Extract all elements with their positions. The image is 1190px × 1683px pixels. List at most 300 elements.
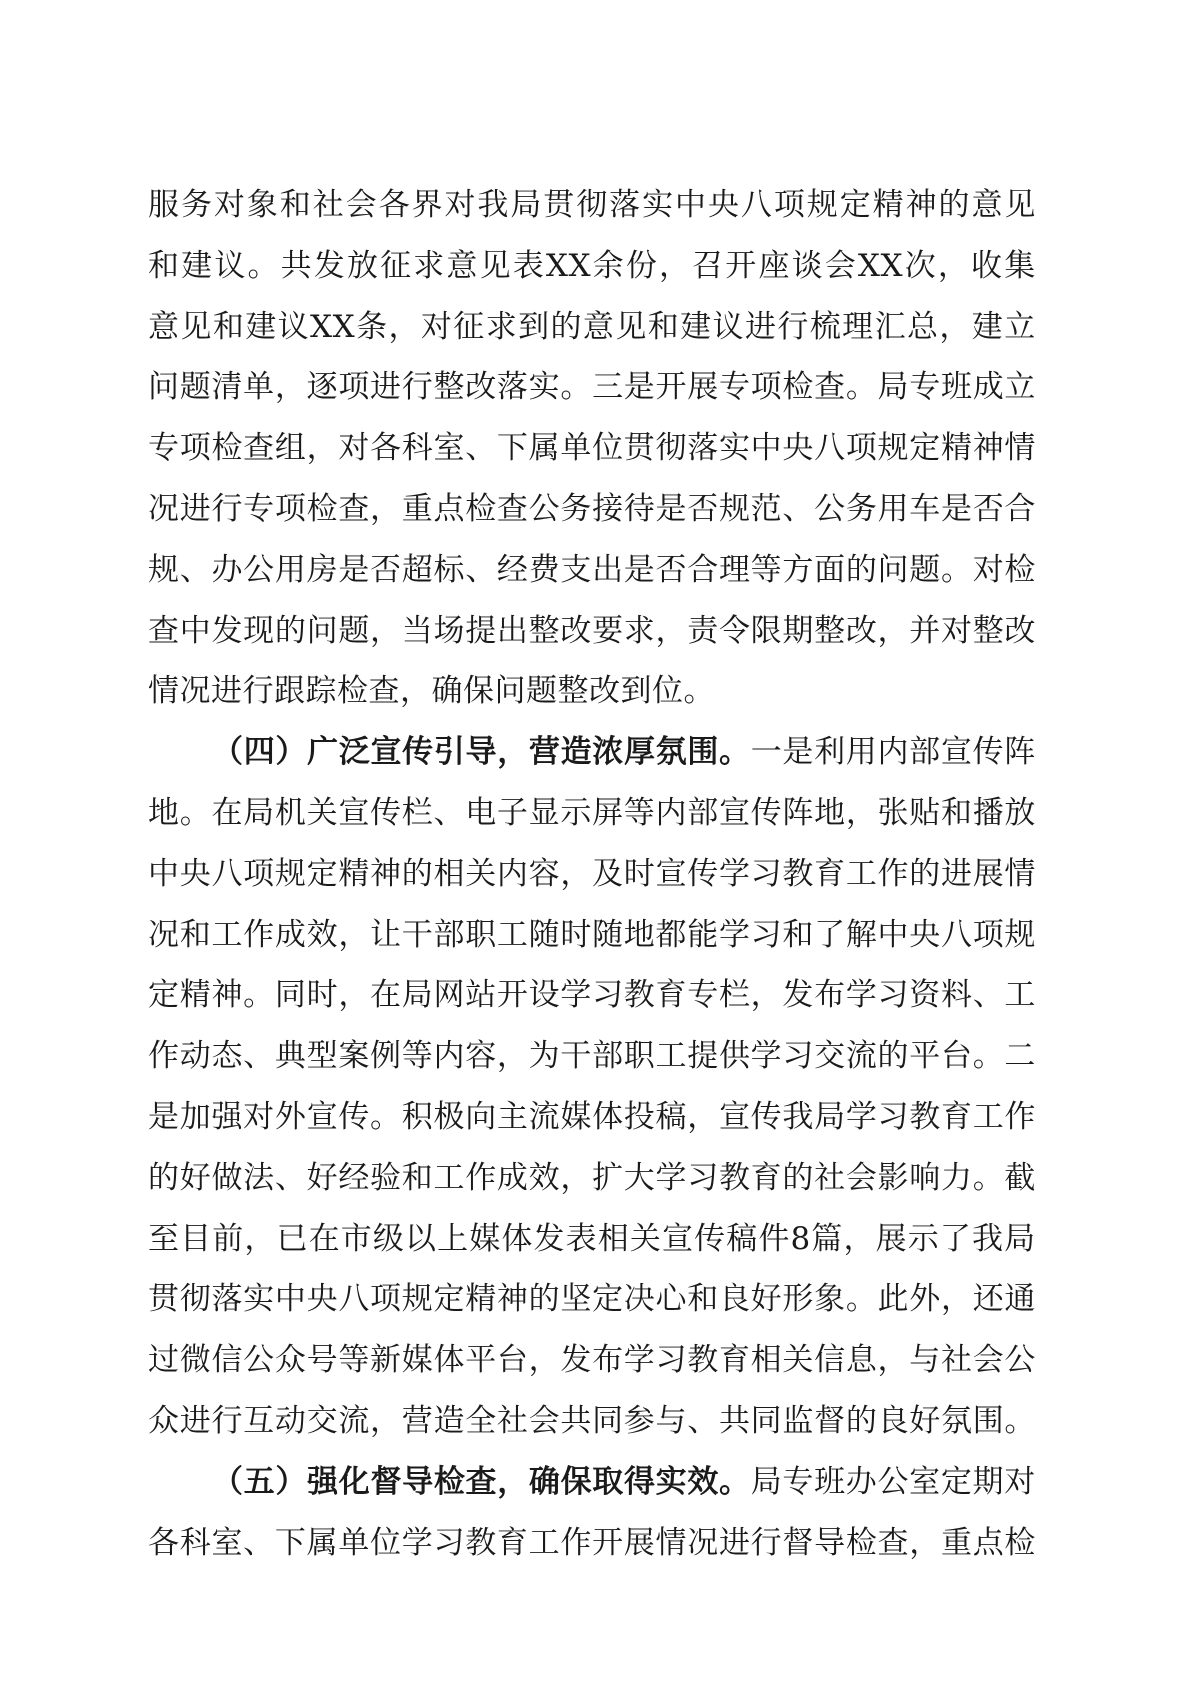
text-char: 场 — [433, 612, 465, 649]
text-char: 落 — [496, 369, 529, 406]
text-char: 宣 — [306, 1098, 339, 1135]
text-char: 问 — [494, 673, 526, 710]
section-heading-char: （ — [212, 734, 244, 771]
text-char: 等 — [623, 794, 656, 831]
text-char: 单 — [338, 1524, 370, 1561]
text-char: 、 — [782, 490, 814, 527]
text-char: 育 — [750, 1159, 783, 1196]
text-char: 查 — [243, 430, 275, 467]
text-char: 局 — [814, 1098, 846, 1135]
text-char: 前 — [212, 1220, 244, 1257]
text-char: 、 — [274, 1159, 307, 1196]
text-char: 改 — [465, 369, 497, 406]
text-char: 围 — [972, 1402, 1005, 1439]
text-char: 级 — [372, 1220, 405, 1257]
text-char: 法 — [243, 1159, 275, 1196]
text-char: 工 — [496, 916, 529, 953]
text-char: 实 — [642, 187, 674, 223]
text-char: 学 — [750, 1038, 783, 1075]
text-line — [148, 1026, 1036, 1087]
text-char: 和 — [279, 187, 312, 223]
text-char: 微 — [179, 1342, 212, 1379]
text-char: 问 — [306, 612, 339, 649]
section-heading-char: 引 — [433, 734, 466, 771]
text-char: 室 — [909, 1463, 941, 1500]
text-char: 播 — [972, 794, 1005, 831]
text-char: 理 — [718, 551, 751, 588]
text-char: 中 — [675, 187, 707, 223]
text-char: 参 — [623, 1402, 656, 1439]
text-char: 精 — [940, 430, 973, 467]
text-char: 工 — [433, 1159, 465, 1196]
text-char: 专 — [718, 369, 751, 406]
text-char: 开 — [725, 247, 757, 284]
text-char: ， — [687, 1098, 719, 1135]
text-char: ， — [658, 247, 691, 284]
text-char: 已 — [276, 1220, 308, 1257]
text-char: 见 — [1004, 187, 1036, 223]
text-char: ， — [655, 612, 687, 649]
text-char: 台 — [940, 1038, 973, 1075]
text-char: 条 — [356, 308, 388, 345]
text-char: 保 — [463, 673, 495, 710]
text-char: 阵 — [782, 794, 814, 831]
text-char: 等 — [401, 1038, 434, 1075]
section-heading-char: 。 — [719, 1463, 751, 1500]
text-char: 点 — [433, 490, 465, 527]
text-char: 的 — [528, 1281, 561, 1318]
text-char: 进 — [718, 1524, 751, 1561]
text-line — [148, 783, 1036, 844]
text-char: 查 — [814, 369, 846, 406]
text-char: 接 — [592, 490, 624, 527]
text-char: 成 — [972, 369, 1005, 406]
text-char: 和 — [179, 916, 212, 953]
text-char: 问 — [148, 369, 180, 406]
text-char: 以 — [405, 1220, 437, 1257]
text-char: ， — [400, 673, 432, 710]
text-char: 况 — [179, 673, 211, 710]
text-char: 合 — [687, 551, 719, 588]
text-char: 关 — [629, 1220, 662, 1257]
text-line — [148, 905, 1036, 966]
text-char: 社 — [814, 1159, 846, 1196]
text-char: 众 — [274, 1342, 307, 1379]
text-char: 学 — [655, 1159, 687, 1196]
text-char: 信 — [211, 1342, 243, 1379]
text-char: 干 — [401, 916, 434, 953]
text-char: 项 — [243, 855, 275, 892]
text-char: 发 — [782, 977, 814, 1014]
text-char: 会 — [528, 1402, 561, 1439]
section-heading-char: 浓 — [592, 734, 624, 771]
text-char: 是 — [655, 490, 687, 527]
text-char: 表 — [512, 247, 545, 284]
text-char: 收 — [971, 247, 1003, 284]
text-char: 贯 — [543, 187, 575, 223]
text-char: 阵 — [1004, 734, 1036, 771]
text-char: 当 — [401, 612, 434, 649]
text-char: 关 — [306, 794, 339, 831]
text-char: 是 — [623, 551, 656, 588]
text-char: ， — [306, 430, 339, 467]
text-line — [148, 661, 1036, 722]
text-char: 时 — [306, 977, 339, 1014]
text-char: 各 — [148, 1524, 180, 1561]
text-char: 规 — [274, 855, 307, 892]
text-char: 息 — [845, 1342, 878, 1379]
text-char: 的 — [782, 1159, 814, 1196]
text-char: 放 — [1004, 794, 1036, 831]
text-char: 要 — [592, 612, 624, 649]
text-char: 专 — [148, 430, 180, 467]
section-heading-char: 强 — [307, 1463, 339, 1500]
text-char: 和 — [401, 1159, 434, 1196]
text-char: 对 — [1004, 1463, 1036, 1500]
text-char: 传 — [972, 734, 1004, 771]
text-char: ， — [370, 612, 402, 649]
text-char: 强 — [211, 1098, 243, 1135]
text-char: 八 — [338, 1281, 370, 1318]
text-char: 规 — [806, 187, 839, 223]
text-char: 的 — [909, 855, 941, 892]
text-char: 务 — [845, 490, 878, 527]
text-char: 是 — [940, 490, 973, 527]
text-char: 新 — [370, 1342, 402, 1379]
text-char: 良 — [877, 1402, 910, 1439]
text-char: 一 — [750, 734, 783, 771]
text-char: XX — [545, 247, 592, 284]
text-char: 行 — [211, 1402, 243, 1439]
text-char: 的 — [401, 855, 434, 892]
text-char: 好 — [750, 1281, 783, 1318]
text-char: 改 — [560, 612, 592, 649]
text-char: 信 — [814, 1342, 846, 1379]
text-char: 办 — [211, 551, 243, 588]
section-heading-char: 造 — [560, 734, 593, 771]
section-heading-char: 宣 — [370, 734, 402, 771]
text-char: 同 — [750, 1402, 783, 1439]
text-char: 是 — [782, 734, 814, 771]
text-char: 整 — [528, 612, 561, 649]
text-char: 的 — [877, 1038, 910, 1075]
text-char: 方 — [782, 551, 814, 588]
text-char: 动 — [179, 1038, 212, 1075]
text-char: 习 — [877, 977, 910, 1014]
text-char: 部 — [592, 1038, 624, 1075]
text-char: 布 — [814, 977, 846, 1014]
text-char: 会 — [972, 1342, 1005, 1379]
text-char: 各 — [370, 430, 402, 467]
text-char: 和 — [940, 794, 973, 831]
text-char: 份 — [625, 247, 658, 284]
text-char: 主 — [496, 1098, 529, 1135]
text-char: 决 — [623, 1281, 656, 1318]
text-char: 会 — [824, 247, 857, 284]
text-char: 社 — [496, 1402, 529, 1439]
text-char: 和 — [148, 247, 180, 284]
text-char: 范 — [750, 490, 783, 527]
text-char: 习 — [592, 977, 624, 1014]
text-char: 定 — [433, 1281, 465, 1318]
text-char: 向 — [465, 1098, 497, 1135]
text-char: 检 — [306, 490, 339, 527]
text-char: 教 — [623, 977, 656, 1014]
text-char: 传 — [370, 794, 402, 831]
text-char: 期 — [782, 612, 814, 649]
text-char: 定 — [148, 977, 180, 1014]
text-char: 关 — [782, 1342, 814, 1379]
text-char: ， — [845, 794, 878, 831]
text-char: 督 — [782, 1524, 814, 1561]
text-char: 专 — [909, 369, 941, 406]
text-char: 教 — [718, 1159, 751, 1196]
text-char: 对 — [243, 1098, 275, 1135]
text-char: 八 — [940, 916, 973, 953]
text-line — [148, 1513, 1036, 1574]
text-char: 通 — [1004, 1281, 1036, 1318]
text-char: ， — [370, 1402, 402, 1439]
text-char: 的 — [274, 612, 307, 649]
text-char: 下 — [496, 430, 529, 467]
text-char: 截 — [1004, 1159, 1036, 1196]
text-char: 谈 — [791, 247, 824, 284]
text-char: 供 — [718, 1038, 751, 1075]
text-char: 。 — [243, 977, 275, 1014]
text-char: 神 — [972, 430, 1005, 467]
text-char: 过 — [148, 1342, 180, 1379]
text-char: 资 — [909, 977, 941, 1014]
text-char: 待 — [623, 490, 656, 527]
text-char: 房 — [306, 551, 339, 588]
text-char: 极 — [433, 1098, 465, 1135]
text-char: 让 — [370, 916, 402, 953]
text-char: 例 — [370, 1038, 402, 1075]
text-char: 传 — [687, 855, 719, 892]
text-char: ， — [750, 977, 783, 1014]
text-char: 项 — [845, 430, 878, 467]
section-heading-char: 确 — [528, 1463, 561, 1500]
text-char: 。 — [845, 369, 878, 406]
text-char: 。 — [972, 1159, 1005, 1196]
section-heading-char: 。 — [719, 734, 751, 771]
section-heading-char: 营 — [528, 734, 561, 771]
text-char: 习 — [782, 1038, 814, 1075]
text-char: 见 — [615, 308, 647, 345]
text-char: 理 — [842, 308, 874, 345]
text-char: 等 — [750, 551, 783, 588]
section-heading-char: 检 — [433, 1463, 466, 1500]
text-char: 我 — [782, 1098, 814, 1135]
text-char: 教 — [465, 1524, 497, 1561]
text-char: 会 — [345, 187, 378, 223]
text-char: 地 — [623, 916, 656, 953]
text-char: 媒 — [560, 1098, 592, 1135]
text-char: 的 — [550, 308, 583, 345]
text-char: 位 — [652, 673, 684, 710]
section-heading-char: 督 — [370, 1463, 402, 1500]
text-line — [148, 1330, 1036, 1391]
text-char: 内 — [496, 855, 529, 892]
text-char: 况 — [148, 916, 180, 953]
text-char: 响 — [909, 1159, 941, 1196]
text-char: 对 — [213, 187, 246, 223]
text-char: 办 — [845, 1463, 878, 1500]
text-char: 进 — [370, 369, 402, 406]
text-char: 费 — [528, 551, 561, 588]
text-char: 示 — [560, 794, 592, 831]
text-char: 效 — [306, 916, 339, 953]
text-char: 问 — [877, 551, 910, 588]
text-char: 求 — [623, 612, 656, 649]
text-char: 力 — [940, 1159, 973, 1196]
text-char: 行 — [242, 673, 274, 710]
text-char: 学 — [845, 1098, 878, 1135]
text-char: 象 — [814, 1281, 846, 1318]
text-char: 央 — [306, 1281, 339, 1318]
text-char: 局 — [401, 977, 434, 1014]
text-char: 设 — [528, 977, 561, 1014]
text-char: 改 — [845, 612, 878, 649]
text-char: 习 — [750, 855, 783, 892]
section-heading-char: 传 — [402, 734, 434, 771]
text-char: 议 — [277, 308, 310, 345]
text-char: 开 — [655, 369, 687, 406]
text-char: 情 — [148, 673, 180, 710]
text-char: 我 — [477, 187, 509, 223]
text-char: 屏 — [592, 794, 624, 831]
text-char: 央 — [909, 916, 941, 953]
text-char: 班 — [940, 369, 973, 406]
text-char: 为 — [528, 1038, 561, 1075]
text-char: 实 — [718, 430, 751, 467]
text-char: 彻 — [179, 1281, 212, 1318]
text-char: 示 — [907, 1220, 940, 1257]
text-char: 动 — [274, 1402, 307, 1439]
text-char: 案 — [338, 1038, 370, 1075]
text-char: 进 — [179, 490, 212, 527]
text-char: 召 — [692, 247, 724, 284]
text-char: 梳 — [809, 308, 842, 345]
text-char: 学 — [401, 1524, 434, 1561]
text-char: 学 — [845, 977, 878, 1014]
text-char: 。 — [560, 369, 592, 406]
text-char: 进 — [211, 673, 243, 710]
text-char: 、 — [465, 430, 497, 467]
text-char: 工 — [211, 916, 243, 953]
text-char: 作 — [465, 1159, 497, 1196]
text-char: 学 — [560, 977, 592, 1014]
text-char: 中 — [750, 430, 783, 467]
text-char: 机 — [274, 794, 307, 831]
text-char: 服 — [148, 187, 180, 223]
text-char: 检 — [337, 673, 369, 710]
section-heading-char: 保 — [560, 1463, 593, 1500]
text-char: 出 — [592, 551, 624, 588]
text-line — [148, 1209, 1036, 1270]
text-char: 议 — [712, 308, 745, 345]
text-char: 组 — [274, 430, 307, 467]
section-heading-char: 四 — [243, 734, 276, 771]
text-char: 宣 — [662, 1220, 694, 1257]
text-char: 整 — [557, 673, 589, 710]
text-char: 职 — [465, 916, 497, 953]
text-char: 内 — [877, 734, 909, 771]
text-char: 情 — [1004, 430, 1036, 467]
text-char: 典 — [274, 1038, 307, 1075]
text-char: 。 — [1004, 1402, 1036, 1439]
text-char: 社 — [940, 1342, 973, 1379]
text-char: 工 — [1004, 977, 1036, 1014]
section-heading-char: 取 — [592, 1463, 624, 1500]
text-char: 位 — [370, 1524, 402, 1561]
text-char: 对 — [420, 308, 453, 345]
text-char: 局 — [510, 187, 542, 223]
text-char: 期 — [972, 1463, 1004, 1500]
text-char: 题 — [179, 369, 212, 406]
text-char: 属 — [306, 1524, 339, 1561]
text-char: 精 — [179, 977, 212, 1014]
text-char: 项 — [338, 369, 370, 406]
text-char: 整 — [972, 612, 1005, 649]
text-char: 部 — [687, 794, 719, 831]
text-char: 次 — [904, 247, 937, 284]
text-char: 超 — [401, 551, 434, 588]
text-char: 良 — [718, 1281, 751, 1318]
text-char: 篇 — [811, 1220, 843, 1257]
text-char: 加 — [179, 1098, 212, 1135]
text-char: 查 — [368, 673, 400, 710]
section-heading-char: 导 — [465, 734, 497, 771]
text-char: 媒 — [401, 1342, 434, 1379]
text-char: 栏 — [718, 977, 751, 1014]
text-char: ， — [338, 916, 370, 953]
text-char: 贯 — [148, 1281, 180, 1318]
text-char: 并 — [909, 612, 941, 649]
text-char: 见 — [479, 247, 512, 284]
text-line — [148, 1391, 1036, 1452]
text-char: 贴 — [909, 794, 941, 831]
text-char: 育 — [718, 1342, 751, 1379]
text-char: 检 — [211, 430, 243, 467]
text-char: 平 — [465, 1342, 497, 1379]
section-heading-char: ） — [275, 734, 307, 771]
text-char: 至 — [148, 1220, 180, 1257]
text-char: 内 — [655, 794, 687, 831]
text-char: 行 — [750, 1524, 783, 1561]
text-char: 部 — [433, 916, 465, 953]
text-char: 。 — [972, 1038, 1005, 1075]
text-char: 规 — [1004, 916, 1036, 953]
text-char: 此 — [877, 1281, 910, 1318]
text-char: 体 — [501, 1220, 533, 1257]
text-char: 情 — [655, 1524, 687, 1561]
text-char: ， — [274, 369, 307, 406]
text-char: 规 — [877, 430, 910, 467]
text-char: 检 — [1004, 551, 1036, 588]
text-char: 查 — [148, 612, 180, 649]
text-char: 确 — [431, 673, 463, 710]
text-char: 影 — [877, 1159, 910, 1196]
text-char: 定 — [909, 430, 941, 467]
text-char: 导 — [814, 1524, 846, 1561]
text-line — [148, 1087, 1036, 1148]
text-char: 检 — [845, 1524, 878, 1561]
text-char: 随 — [592, 916, 624, 953]
text-char: 网 — [433, 977, 465, 1014]
text-char: 改 — [1004, 612, 1036, 649]
text-char: 汇 — [874, 308, 907, 345]
